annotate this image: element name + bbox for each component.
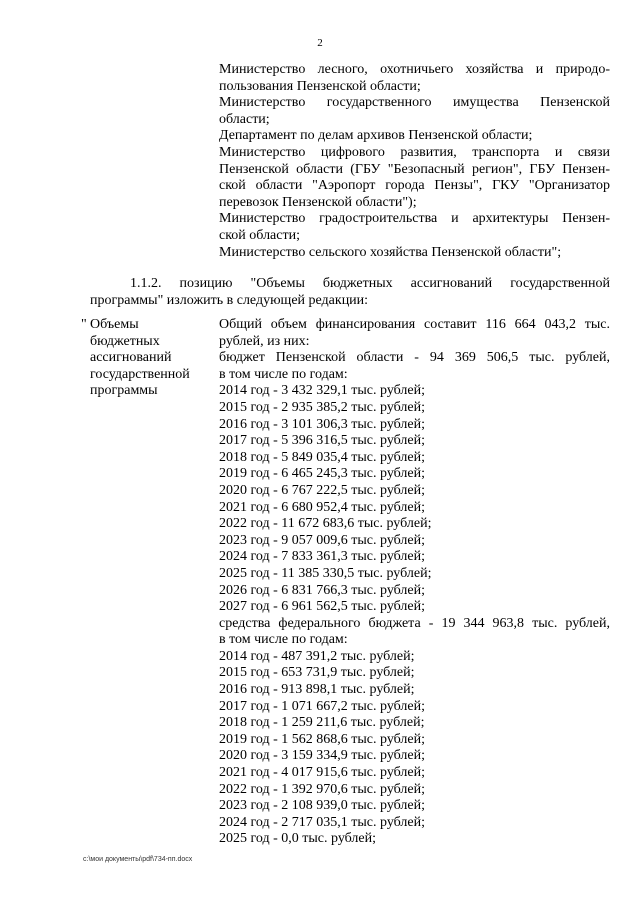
year-amount-line: 2016 год - 3 101 306,3 тыс. рублей;: [219, 416, 426, 432]
year-amount-line: 2019 год - 6 465 245,3 тыс. рублей;: [219, 466, 426, 482]
year-amount-line: 2017 год - 5 396 316,5 тыс. рублей;: [219, 433, 426, 449]
org-line: ской области "Аэропорт города Пензы", ГКУ "Организатор: [219, 178, 610, 194]
total-line: рублей, из них:: [219, 333, 310, 349]
year-amount-line: 2026 год - 6 831 766,3 тыс. рублей;: [219, 582, 426, 598]
regional-budget-line: в том числе по годам:: [219, 366, 348, 382]
org-line: Министерство цифрового развития, транспорта и связи: [219, 144, 610, 160]
org-line: перевозок Пензенской области");: [219, 194, 417, 210]
year-amount-line: 2022 год - 11 672 683,6 тыс. рублей;: [219, 516, 432, 532]
org-line: пользования Пензенской области;: [219, 78, 421, 94]
year-amount-line: 2020 год - 3 159 334,9 тыс. рублей;: [219, 748, 426, 764]
year-amount-line: 2015 год - 653 731,9 тыс. рублей;: [219, 665, 415, 681]
year-amount-line: 2018 год - 5 849 035,4 тыс. рублей;: [219, 449, 426, 465]
year-amount-line: 2018 год - 1 259 211,6 тыс. рублей;: [219, 715, 425, 731]
label-line: Объемы: [90, 317, 139, 332]
year-amount-line: 2019 год - 1 562 868,6 тыс. рублей;: [219, 731, 426, 747]
org-line: Департамент по делам архивов Пензенской области;: [219, 128, 533, 144]
org-line: ской области;: [219, 227, 300, 243]
year-amount-line: 2015 год - 2 935 385,2 тыс. рублей;: [219, 399, 426, 415]
org-line: области;: [219, 111, 270, 127]
org-line: Министерство государственного имущества Пензенской: [219, 95, 610, 111]
year-amount-line: 2022 год - 1 392 970,6 тыс. рублей;: [219, 781, 426, 797]
organizations-list: [219, 62, 610, 261]
year-amount-line: 2024 год - 7 833 361,3 тыс. рублей;: [219, 549, 426, 565]
opening-quote: ": [81, 317, 87, 332]
year-amount-line: 2021 год - 4 017 915,6 тыс. рублей;: [219, 765, 426, 781]
year-amount-line: 2014 год - 487 391,2 тыс. рублей;: [219, 648, 415, 664]
org-line: Министерство градостроительства и архитектуры Пензен-: [219, 211, 610, 227]
year-amount-line: 2021 год - 6 680 952,4 тыс. рублей;: [219, 499, 426, 515]
year-amount-line: 2017 год - 1 071 667,2 тыс. рублей;: [219, 698, 426, 714]
regional-years-list: [219, 383, 610, 615]
label-line: ассигнований: [90, 350, 172, 366]
year-amount-line: 2023 год - 9 057 009,6 тыс. рублей;: [219, 532, 426, 548]
org-line: Министерство сельского хозяйства Пензенской области";: [219, 244, 562, 260]
position-label: [90, 317, 210, 400]
financing-body: [219, 317, 610, 848]
org-line: Министерство лесного, охотничьего хозяйства и природо-: [219, 62, 610, 77]
year-amount-line: 2024 год - 2 717 035,1 тыс. рублей;: [219, 814, 426, 830]
label-line: бюджетных: [90, 333, 160, 349]
year-amount-line: 2020 год - 6 767 222,5 тыс. рублей;: [219, 482, 426, 498]
label-line: государственной: [90, 366, 190, 382]
year-amount-line: 2025 год - 0,0 тыс. рублей;: [219, 831, 377, 847]
total-line: Общий объем финансирования составит 116 664 043,2 тыс.: [219, 317, 610, 332]
year-amount-line: 2014 год - 3 432 329,1 тыс. рублей;: [219, 383, 426, 399]
year-amount-line: 2016 год - 913 898,1 тыс. рублей;: [219, 682, 415, 698]
year-amount-line: 2027 год - 6 961 562,5 тыс. рублей;: [219, 599, 426, 615]
page-number: 2: [317, 37, 323, 49]
year-amount-line: 2025 год - 11 385 330,5 тыс. рублей;: [219, 565, 432, 581]
label-line: программы: [90, 383, 158, 399]
federal-budget-line: средства федерального бюджета - 19 344 963,8 тыс. рублей,: [219, 615, 610, 631]
org-line: Пензенской области (ГБУ "Безопасный регион", ГБУ Пензен-: [219, 161, 610, 177]
regional-budget-line: бюджет Пензенской области - 94 369 506,5 тыс. рублей,: [219, 350, 610, 366]
year-amount-line: 2023 год - 2 108 939,0 тыс. рублей;: [219, 798, 426, 814]
paragraph-line: программы" изложить в следующей редакции:: [90, 292, 369, 308]
paragraph-line: 1.1.2. позицию "Объемы бюджетных ассигнований государственной: [130, 276, 610, 291]
amendment-paragraph: [90, 276, 610, 309]
footer-file-path: c:\мои документы\pdf\734-пп.docx: [83, 856, 193, 863]
federal-years-list: [219, 649, 610, 848]
federal-budget-line: в том числе по годам:: [219, 632, 348, 648]
